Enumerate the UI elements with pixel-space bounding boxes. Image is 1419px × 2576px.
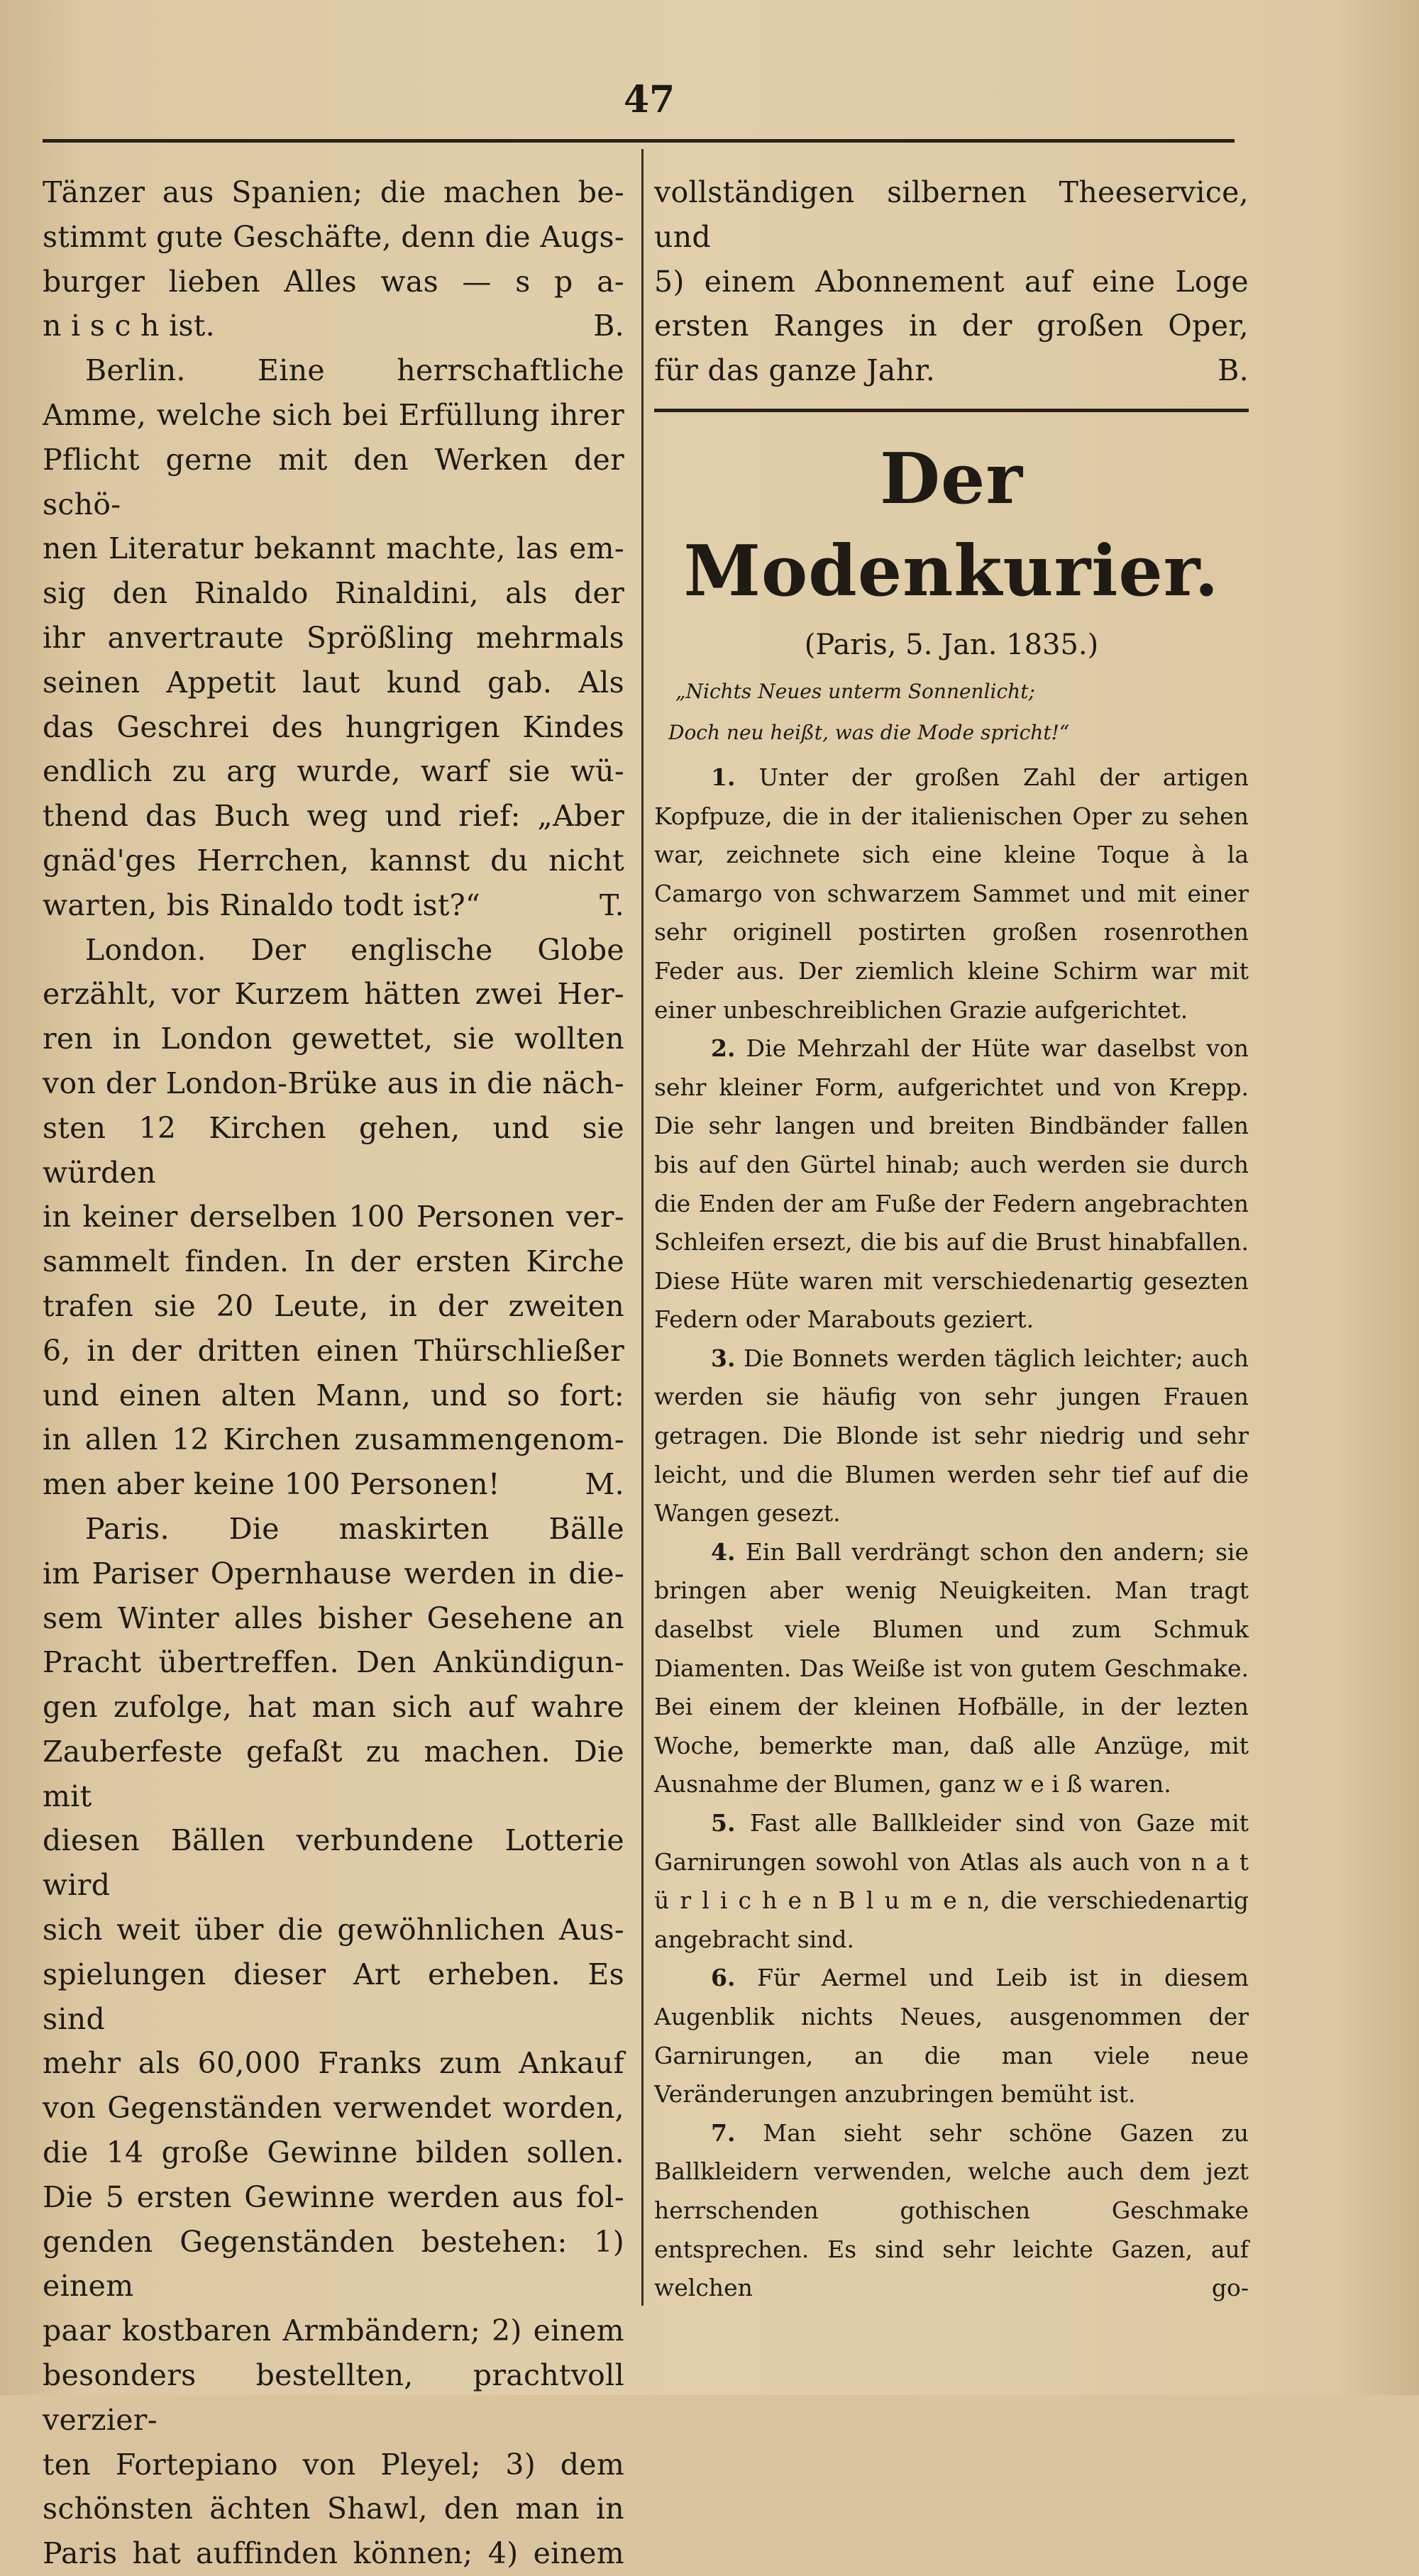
text-line: Paris. Die maskirten Bälle: [85, 1511, 624, 1546]
author-signature: M.: [585, 1467, 624, 1502]
column-divider: [641, 149, 644, 2306]
dateline: (Paris, 5. Jan. 1835.): [804, 628, 1099, 661]
text-line: gen zufolge, hat man sich auf wahre: [43, 1690, 624, 1725]
motto-line: „Nichts Neues unterm Sonnenlicht;: [675, 679, 1035, 703]
text-line: von Gegenständen verwendet worden,: [43, 2091, 624, 2126]
item-number: 1.: [711, 763, 736, 791]
fashion-item: [654, 2114, 1249, 2308]
text-line: im Pariser Opernhause werden in die-: [43, 1556, 624, 1591]
text-line: in allen 12 Kirchen zusammengenom-: [43, 1422, 624, 1457]
text-line: von der London-Brüke aus in die näch-: [43, 1066, 624, 1100]
text-line: paar kostbaren Armbändern; 2) einem: [43, 2314, 624, 2348]
fashion-item: [654, 1959, 1249, 2113]
text-line: sem Winter alles bisher Gesehene an: [43, 1601, 624, 1635]
section-masthead: Der Modenkurier.: [683, 438, 1220, 612]
item-number: 5.: [711, 1809, 736, 1837]
fashion-item: [654, 1339, 1249, 1533]
text-line: für das ganze Jahr.: [654, 353, 936, 388]
text-line: Zauberfeste gefaßt zu machen. Die mit: [43, 1734, 624, 1813]
fashion-item: [654, 758, 1249, 1029]
page-number: 47: [623, 78, 675, 121]
item-text: Die Bonnets werden täglich leichter; auch werden sie häufig von sehr jungen Frauen getragen. Die Blonde ist sehr niedrig und sehr leicht, und die Blumen werden sehr tief auf die Wangen gesezt.: [654, 1344, 1249, 1527]
text-line: Pracht übertreffen. Den Ankündigun-: [43, 1645, 624, 1680]
text-line: trafen sie 20 Leute, in der zweiten: [43, 1288, 624, 1323]
author-signature: T.: [600, 888, 624, 922]
fashion-item: [654, 1533, 1249, 1804]
text-line: ten Fortepiano von Pleyel; 3) dem: [43, 2447, 624, 2482]
motto-line: Doch neu heißt, was die Mode spricht!“: [668, 720, 1070, 744]
text-line: warten, bis Rinaldo todt ist?“: [43, 888, 481, 922]
text-line: ihr anvertraute Sprößling mehrmals: [43, 620, 624, 655]
item-number: 3.: [711, 1344, 736, 1372]
header-rule: [43, 139, 1235, 143]
text-line: schönsten ächten Shawl, den man in: [43, 2492, 624, 2526]
text-line: gnäd'ges Herrchen, kannst du nicht: [43, 843, 624, 878]
text-line: mehr als 60,000 Franks zum Ankauf: [43, 2046, 624, 2081]
text-line: das Geschrei des hungrigen Kindes: [43, 709, 624, 744]
item-text: Ein Ball verdrängt schon den andern; sie bringen aber wenig Neuigkeiten. Man tragt daselbst viele Blumen und zum Schmuk Diamenten. Das Weiße ist von gutem Geschmake. Bei einem der kleinen Hofbälle, in der lezten Woche, bemerkte man, daß alle Anzüge, mit Ausnahme der Blumen, ganz w e i ß waren.: [654, 1537, 1249, 1798]
text-line-with-signature: [43, 883, 624, 928]
text-line: 5) einem Abonnement auf eine Loge: [654, 264, 1249, 299]
text-line: besonders bestellten, prachtvoll verzier-: [43, 2358, 624, 2437]
text-line: burger lieben Alles was — s p a-: [43, 264, 624, 299]
text-line: ersten Ranges in der großen Oper,: [654, 309, 1249, 343]
text-line: und einen alten Mann, und so fort:: [43, 1378, 624, 1413]
text-line-with-signature: [43, 1462, 624, 1507]
text-line: sten 12 Kirchen gehen, und sie würden: [43, 1110, 624, 1190]
text-line: endlich zu arg wurde, warf sie wü-: [43, 754, 624, 789]
text-line: ren in London gewettet, sie wollten: [43, 1022, 624, 1056]
text-line: Amme, welche sich bei Erfüllung ihrer: [43, 397, 624, 432]
text-line: Pflicht gerne mit den Werken der schö-: [43, 442, 624, 521]
text-line: erzählt, vor Kurzem hätten zwei Her-: [43, 977, 624, 1012]
section-rule: [654, 409, 1249, 412]
fashion-item: [654, 1804, 1249, 1959]
item-text: Man sieht sehr schöne Gazen zu Ballkleidern verwenden, welche auch dem jezt herrschenden gothischen Geschmake entsprechen. Es sind sehr leichte Gazen, auf welchen go-: [654, 2118, 1249, 2302]
item-text: Unter der großen Zahl der artigen Kopfpuze, die in der italienischen Oper zu sehen war, zeichnete sich eine kleine Toque à la Camargo von schwarzem Sammet und mit einer sehr originell postirten großen rosenrothen Feder aus. Der ziemlich kleine Schirm war mit einer unbeschreiblichen Grazie aufgerichtet.: [654, 763, 1249, 1024]
text-line: London. Der englische Globe: [85, 932, 624, 967]
right-column: [654, 170, 1249, 2308]
text-line: sig den Rinaldo Rinaldini, als der: [43, 576, 624, 611]
text-line: nen Literatur bekannt machte, las em-: [43, 531, 624, 566]
author-signature: B.: [1218, 353, 1249, 388]
text-line: men aber keine 100 Personen!: [43, 1467, 500, 1502]
text-line: Die 5 ersten Gewinne werden aus fol-: [43, 2179, 624, 2214]
text-line: n i s c h ist.: [43, 309, 215, 343]
text-line: diesen Bällen verbundene Lotterie wird: [43, 1823, 624, 1903]
item-text: Für Aermel und Leib ist in diesem Augenblik nichts Neues, ausgenommen der Garnirungen, an die man viele neue Veränderungen anzubringen bemüht ist.: [654, 1964, 1249, 2108]
item-number: 7.: [711, 2118, 736, 2147]
text-line: sich weit über die gewöhnlichen Aus-: [43, 1913, 624, 1947]
fashion-item: [654, 1029, 1249, 1339]
text-line: stimmt gute Geschäfte, denn die Augs-: [43, 219, 624, 254]
author-signature: B.: [593, 309, 624, 343]
left-column: [43, 170, 624, 2576]
text-line: seinen Appetit laut kund gab. Als: [43, 665, 624, 700]
text-line: genden Gegenständen bestehen: 1) einem: [43, 2224, 624, 2304]
text-line: spielungen dieser Art erheben. Es sind: [43, 1957, 624, 2036]
text-line: sammelt finden. In der ersten Kirche: [43, 1244, 624, 1279]
text-line-with-signature: [43, 304, 624, 348]
text-line: Berlin. Eine herrschaftliche: [85, 353, 624, 388]
text-line: in keiner derselben 100 Personen ver-: [43, 1200, 624, 1234]
text-line-with-signature: [654, 348, 1249, 393]
item-text: Fast alle Ballkleider sind von Gaze mit Garnirungen sowohl von Atlas als auch von n a t ü r l i c h e n B l u m e n, die verschiedenartig angebracht sind.: [654, 1809, 1249, 1953]
text-line: thend das Buch weg und rief: „Aber: [43, 799, 624, 834]
text-line: Tänzer aus Spanien; die machen be-: [43, 175, 624, 209]
item-number: 4.: [711, 1537, 736, 1566]
item-number: 6.: [711, 1964, 736, 1992]
item-text: Die Mehrzahl der Hüte war daselbst von sehr kleiner Form, aufgerichtet und von Krepp. Die sehr langen und breiten Bindbänder fallen bis auf den Gürtel hinab; auch werden sie durch die Enden der am Fuße der Federn angebrachten Schleifen ersezt, die bis auf die Brust hinabfallen. Diese Hüte waren mit verschiedenartig gesezten Federn oder Marabouts geziert.: [654, 1034, 1249, 1334]
text-line: 6, in der dritten einen Thürschließer: [43, 1333, 624, 1368]
text-line: Paris hat auffinden können; 4) einem: [43, 2536, 624, 2571]
item-number: 2.: [711, 1034, 736, 1063]
text-line: vollständigen silbernen Theeservice, und: [654, 175, 1249, 254]
text-line: die 14 große Gewinne bilden sollen.: [43, 2135, 624, 2170]
